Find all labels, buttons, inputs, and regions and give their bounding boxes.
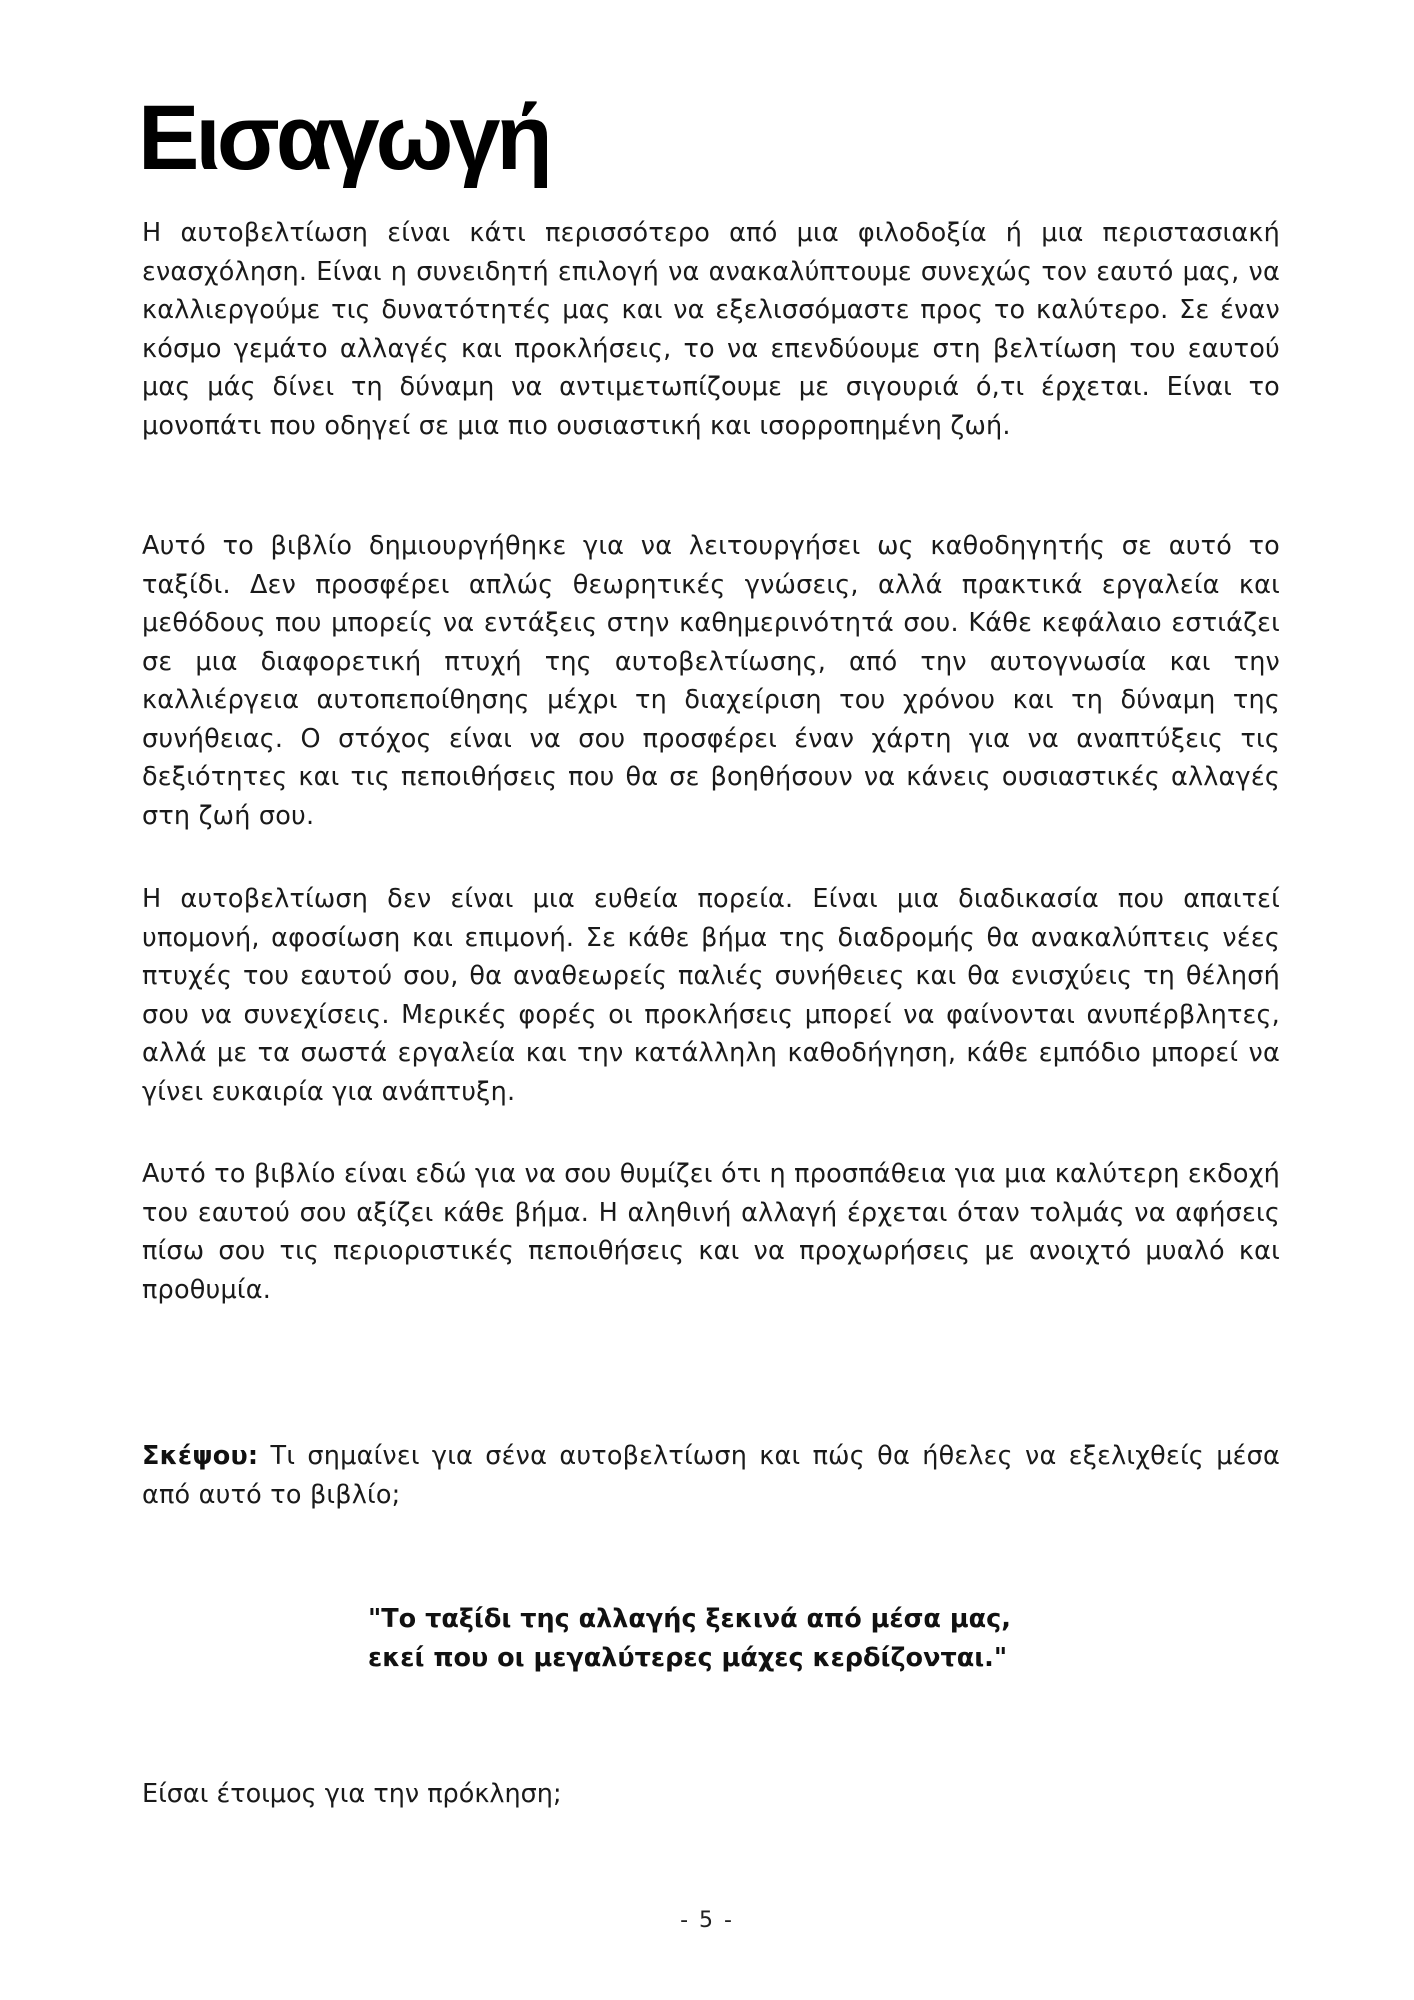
reflection-text: Τι σημαίνει για σένα αυτοβελτίωση και πώς θα ήθελες να εξελιχθείς μέσα από αυτό το βιβλίο; [142, 1441, 1280, 1510]
body-paragraph-1: Η αυτοβελτίωση είναι κάτι περισσότερο από μια φιλοδοξία ή μια περιστασιακή ενασχόληση. Είναι η συνειδητή επιλογή να ανακαλύπτουμε συνεχώς τον εαυτό μας, να καλλιεργούμε τις δυνατότητές μας και να εξελισσόμαστε προς το καλύτερο. Σε έναν κόσμο γεμάτο αλλαγές και προκλήσεις, το να επενδύουμε στη βελτίωση του εαυτού μας μάς δίνει τη δύναμη να αντιμετωπίζουμε με σιγουριά ό,τι έρχεται. Είναι το μονοπάτι που οδηγεί σε μια πιο ουσιαστική και ισορροπημένη ζωή. [142, 218, 1280, 441]
quote-line-1: "Το ταξίδι της αλλαγής ξεκινά από μέσα μας, [368, 1604, 1011, 1634]
reflection-prompt [142, 1437, 1280, 1514]
reflection-label: Σκέψου: [142, 1441, 259, 1471]
body-paragraph-3: Η αυτοβελτίωση δεν είναι μια ευθεία πορεία. Είναι μια διαδικασία που απαιτεί υπομονή, αφοσίωση και επιμονή. Σε κάθε βήμα της διαδρομής θα ανακαλύπτεις νέες πτυχές του εαυτού σου, θα αναθεωρείς παλιές συνήθειες και θα ενισχύεις τη θέλησή σου να συνεχίσεις. Μερικές φορές οι προκλήσεις μπορεί να φαίνονται ανυπέρβλητες, αλλά με τα σωστά εργαλεία και την κατάλληλη καθοδήγηση, κάθε εμπόδιο μπορεί να γίνει ευκαιρία για ανάπτυξη. [142, 884, 1280, 1107]
pull-quote [368, 1600, 1011, 1678]
body-paragraph-4: Αυτό το βιβλίο είναι εδώ για να σου θυμίζει ότι η προσπάθεια για μια καλύτερη εκδοχή του εαυτού σου αξίζει κάθε βήμα. Η αληθινή αλλαγή έρχεται όταν τολμάς να αφήσεις πίσω σου τις περιοριστικές πεποιθήσεις και να προχωρήσεις με ανοιχτό μυαλό και προθυμία. [142, 1159, 1280, 1305]
page-number: - 5 - [680, 1908, 734, 1933]
chapter-title: Εισαγωγή [138, 87, 549, 189]
body-paragraph-2: Αυτό το βιβλίο δημιουργήθηκε για να λειτουργήσει ως καθοδηγητής σε αυτό το ταξίδι. Δεν προσφέρει απλώς θεωρητικές γνώσεις, αλλά πρακτικά εργαλεία και μεθόδους που μπορείς να εντάξεις στην καθημερινότητά σου. Κάθε κεφάλαιο εστιάζει σε μια διαφορετική πτυχή της αυτοβελτίωσης, από την αυτογνωσία και την καλλιέργεια αυτοπεποίθησης μέχρι τη διαχείριση του χρόνου και τη δύναμη της συνήθειας. Ο στόχος είναι να σου προσφέρει έναν χάρτη για να αναπτύξεις τις δεξιότητες και τις πεποιθήσεις που θα σε βοηθήσουν να κάνεις ουσιαστικές αλλαγές στη ζωή σου. [142, 531, 1280, 831]
quote-line-2: εκεί που οι μεγαλύτερες μάχες κερδίζονται." [368, 1643, 1008, 1673]
closing-question: Είσαι έτοιμος για την πρόκληση; [142, 1779, 562, 1809]
